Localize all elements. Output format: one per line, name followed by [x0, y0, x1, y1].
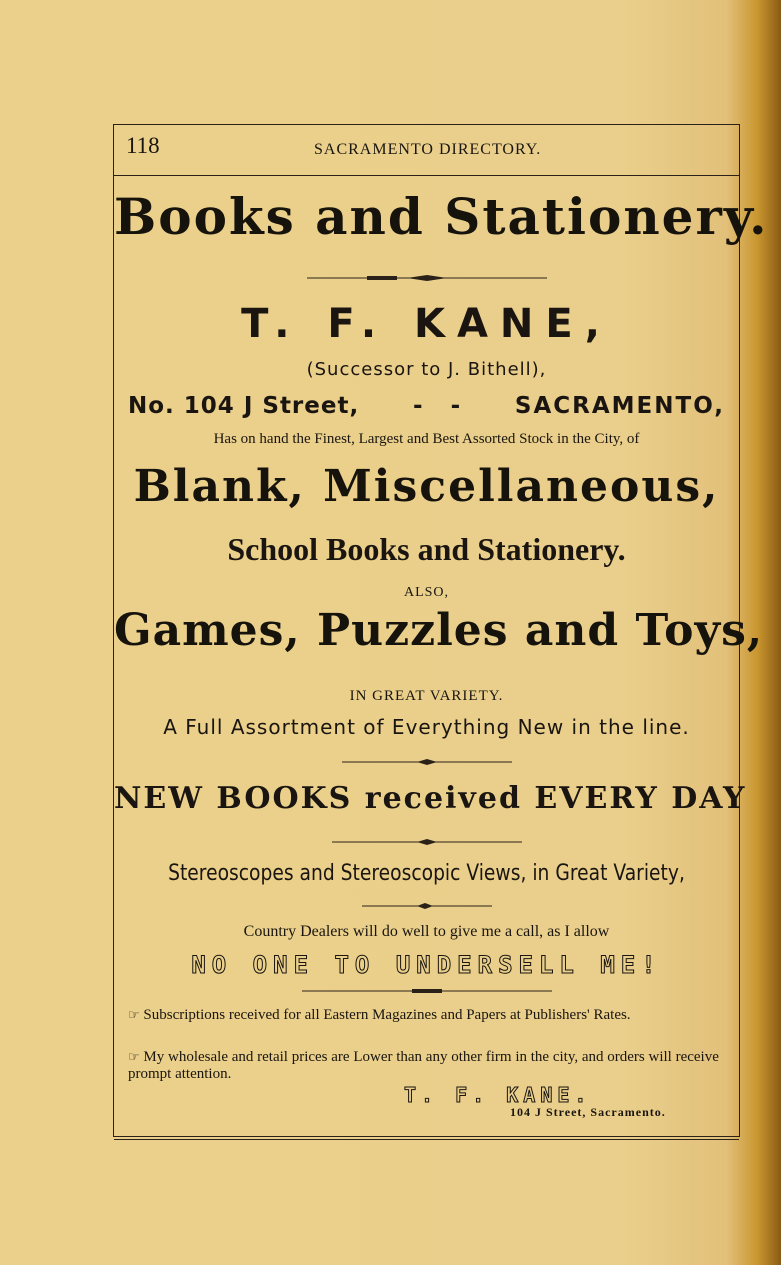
pointing-hand-icon: ☞ — [128, 1008, 140, 1023]
city-name: SACRAMENTO, — [514, 393, 725, 419]
blank-miscellaneous: Blank, Miscellaneous, — [133, 461, 720, 512]
ornamental-rule-4 — [114, 902, 739, 910]
proprietor-name: T. F. KANE, — [241, 301, 612, 347]
page-number: 118 — [126, 133, 160, 158]
full-assortment: A Full Assortment of Everything New in the line. — [163, 715, 690, 739]
games-puzzles-toys: Games, Puzzles and Toys, — [114, 605, 764, 656]
school-books: School Books and Stationery. — [227, 531, 626, 567]
address-line — [128, 393, 725, 419]
advertisement-frame — [113, 124, 769, 1137]
stock-line: Has on hand the Finest, Largest and Best Assorted Stock in the City, of — [213, 431, 640, 447]
subscriptions-paragraph — [128, 1007, 725, 1024]
ornamental-rule-3 — [114, 838, 739, 846]
header-rule — [114, 175, 739, 176]
ornamental-rule-2 — [114, 758, 739, 766]
street-address: No. 104 J Street, — [128, 393, 360, 419]
running-title: SACRAMENTO DIRECTORY. — [314, 141, 542, 158]
pointing-hand-icon-2: ☞ — [128, 1050, 140, 1065]
subscriptions-text: Subscriptions received for all Eastern Magazines and Papers at Publishers' Rates. — [143, 1007, 631, 1023]
ornamental-rule-5 — [114, 987, 739, 995]
also-label: ALSO, — [403, 585, 450, 600]
wholesale-text: My wholesale and retail prices are Lower than any other firm in the city, and orders will receive prompt attention. — [128, 1049, 719, 1082]
wholesale-paragraph — [128, 1049, 725, 1083]
new-books-every-day: NEW BOOKS received EVERY DAY — [114, 781, 747, 816]
stereoscopes-line: Stereoscopes and Stereoscopic Views, in Great Variety, — [168, 861, 685, 886]
great-variety: IN GREAT VARIETY. — [349, 688, 504, 704]
signature-address: 104 J Street, Sacramento. — [510, 1105, 666, 1119]
successor-note: (Successor to J. Bithell), — [306, 359, 547, 380]
headline: Books and Stationery. — [114, 187, 769, 246]
ornamental-rule — [114, 273, 739, 283]
no-one-undersell: NO ONE TO UNDERSELL ME! — [191, 951, 662, 979]
address-dashes: - - — [413, 393, 462, 419]
country-dealers: Country Dealers will do well to give me a call, as I allow — [243, 923, 610, 940]
signature-name: T. F. KANE. — [404, 1083, 592, 1107]
